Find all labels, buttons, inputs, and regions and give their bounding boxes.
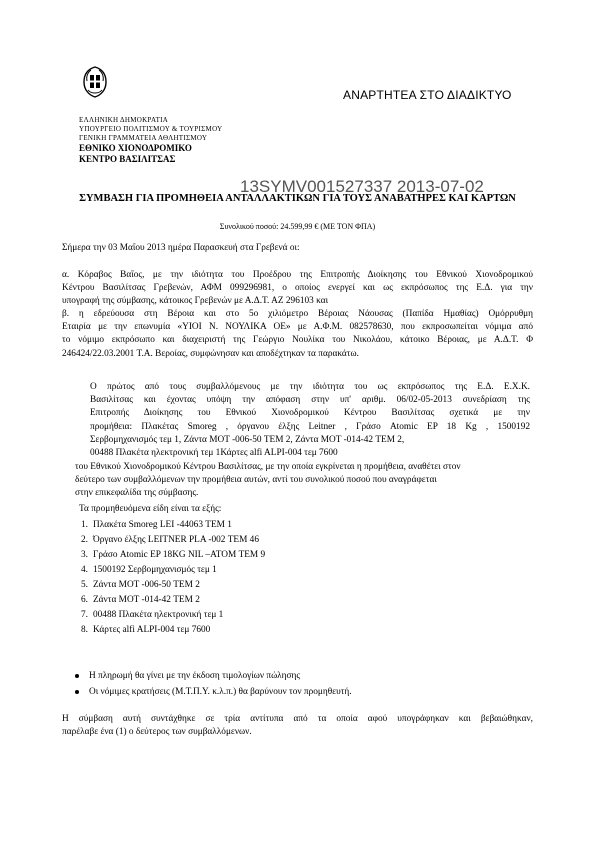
item-number: 6. [81,595,88,605]
item-number: 1. [81,520,88,530]
decision-line: 00488 Πλακέτα ηλεκτρονική τεμ 1Κάρτες alfi ALPI-004 τεμ 7600 [90,448,338,459]
header-org-bold-line: ΚΕΝΤΡΟ ΒΑΣΙΛΙΤΣΑΣ [79,154,176,164]
header-org-bold-line: ΕΘΝΙΚΟ ΧΙΟΝΟΔΡΟΜΙΚΟ [79,143,192,153]
greek-coat-of-arms-icon [80,66,110,98]
item-text: Ζάντα MOT -006-50 ΤΕΜ 2 [93,580,200,590]
item-number: 7. [81,610,88,620]
list-item [76,580,376,595]
item-number: 3. [81,550,88,560]
party-b [62,308,533,361]
closing-line: Η σύμβαση αυτή συντάχθηκε σε τρία αντίτυπα από τα οποία αφού υπογράφηκαν και βεβαιώθηκαν, [62,714,533,724]
award-line: στην επικεφαλίδα της σύμβασης. [75,488,199,499]
item-text: Ζάντα MOT -014-42 ΤΕΜ 2 [93,595,200,605]
party-b-line: 246424/22.03.2001 Τ.Α. Βεροίας, συμφώνησαν και αποδέχτηκαν τα παρακάτω. [62,348,359,359]
header-org-line: ΓΕΝΙΚΗ ΓΡΑΜΜΑΤΕΙΑ ΑΘΛΗΤΙΣΜΟΥ [79,134,208,142]
decision-line: Βασιλίτσας και έχοντας υπόψη την απόφαση στην υπ' αριθμ. 06/02-05-2013 συνεδρίαση της [90,395,530,406]
publication-notice: ΑΝΑΡΤΗΤΕΑ ΣΤΟ ΔΙΑΔΙΚΤΥΟ [343,88,512,102]
item-number: 5. [81,580,88,590]
list-item [76,610,376,625]
party-b-line: το νόμιμο εκπρόσωπο και διαχειριστή της Γεώργιο Νουλίκα του Νικολάου, κάτοικο Βέροιας, με Α.Δ.Τ. Φ [62,335,533,346]
total-amount: Συνολικού ποσού: 24.599,99 € (ΜΕ ΤΟΝ ΦΠΑ) [219,222,376,231]
bullet-icon [75,674,79,678]
award-paragraph [75,461,461,501]
closing-line: παρέλαβε ένα (1) ο δεύτερος των συμβαλλόμενων. [62,727,252,738]
list-item [76,595,376,610]
party-a-line: α. Κόραβος Βαΐος, με την ιδιότητα του Προέδρου της Επιτροπής Διοίκησης του Εθνικού Χιονοδρομικού [62,270,533,280]
closing-paragraph [62,713,533,739]
item-text: Γράσο Atomic EP 18KG NIL –ATOM ΤΕΜ 9 [93,550,266,560]
list-item [76,625,376,640]
item-text: Κάρτες alfi ALPI-004 τεμ 7600 [93,625,211,635]
registry-stamp: 13SYMV001527337 2013-07-02 [240,177,484,196]
item-text: 00488 Πλακέτα ηλεκτρονική τεμ 1 [93,610,224,620]
decision-line: Επιτροπής Διοίκησης του Εθνικού Χιονοδρομικού Κέντρου Βασιλίτσας σχετικά με την [90,408,530,419]
decision-line: Ο πρώτος από τους συμβαλλόμενους με την ιδιότητα του ως εκπρόσωπος της Ε.Δ. Ε.Χ.Κ. [90,382,530,392]
party-a-line: Κέντρου Βασιλίτσας Γρεβενών, ΑΦΜ 099296981, ο οποίος ενεργεί και ως εκπρόσωπος της Ε.Δ. για την [62,283,533,294]
award-line: δεύτερο των συμβαλλόμενων την προμήθεια αυτών, αντί του συνολικού ποσού που αναγράφεται [75,475,437,486]
item-text: 1500192 Σερβομηχανισμός τεμ 1 [93,565,217,575]
party-a-line: υπογραφή της σύμβασης, κάτοικος Γρεβενών με Α.Δ.Τ. ΑΖ 296103 και [62,296,329,307]
list-item [76,550,376,565]
decision-paragraph [90,381,530,460]
decision-line: προμήθεια: Πλακέτας Smoreg , όργανου έλξης Leitner , Γράσο Atomic EP 18 Kg , 1500192 [90,421,530,432]
item-number: 2. [81,535,88,545]
header-org-line: ΥΠΟΥΡΓΕΙΟ ΠΟΛΙΤΙΣΜΟΥ & ΤΟΥΡΙΣΜΟΥ [79,125,223,133]
party-b-line: Εταιρία με την επωνυμία «ΥΙΟΙ Ν. ΝΟΥΛΙΚΑ ΟΕ» με Α.Φ.Μ. 082578630, που εκπροσωπείται νόμιμα από [62,322,533,333]
decision-line: Σερβομηχανισμός τεμ 1, Ζάντα MOT -006-50 ΤΕΜ 2, Ζάντα MOT -014-42 ΤΕΜ 2, [90,434,405,445]
header-org-line: ΕΛΛΗΝΙΚΗ ΔΗΜΟΚΡΑΤΙΑ [79,116,169,124]
bullet-icon [75,690,79,694]
item-number: 4. [81,565,88,575]
item-text: Όργανο έλξης LEITNER PLA -002 ΤΕΜ 46 [93,535,259,545]
bullet-text: Οι νόμιμες κρατήσεις (Μ.Τ.Π.Υ. κ.λ.π.) θα βαρύνουν τον προμηθευτή. [89,687,352,697]
party-a [62,269,533,309]
document-title: ΣΥΜΒΑΣΗ ΓΙΑ ΠΡΟΜΗΘΕΙΑ ΑΝΤΑΛΛΑΚΤΙΚΩΝ ΓΙΑ ΤΟΥΣ ΑΝΑΒΑΤΗΡΕΣ ΚΑΙ ΚΑΡΤΩΝ [79,193,516,204]
list-item [76,565,376,580]
list-item [76,535,376,550]
items-list [76,520,376,640]
items-intro: Τα προμηθευόμενα είδη είναι τα εξής: [79,504,222,514]
item-number: 8. [81,625,88,635]
award-line: του Εθνικού Χιονοδρομικού Κέντρου Βασιλίτσας, με την οποία εγκρίνεται η προμήθεια, αναθέτει στον [75,462,461,472]
intro-text: Σήμερα την 03 Μαΐου 2013 ημέρα Παρασκευή στα Γρεβενά οι: [62,243,300,253]
list-item [76,520,376,535]
withholding-bullet [75,687,352,697]
item-text: Πλακέτα Smoreg LEI -44063 ΤΕΜ 1 [93,520,232,530]
bullet-text: Η πληρωμή θα γίνει με την έκδοση τιμολογίων πώλησης [89,671,301,681]
payment-bullet [75,671,300,681]
party-b-line: β. η εδρεύουσα στη Βέροια και στο 5ο χιλιόμετρο Βέροιας Νάουσας (Παπίδα Ημαθίας) Ομόρρυθμη [62,309,533,319]
